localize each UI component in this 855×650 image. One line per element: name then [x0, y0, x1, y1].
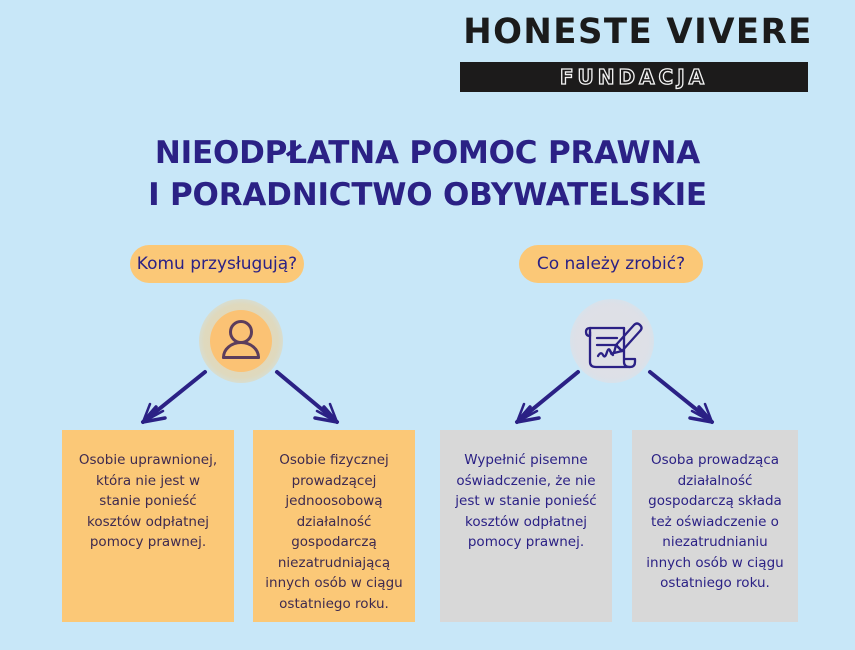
person-icon [210, 310, 272, 372]
logo-subtitle: FUNDACJA [559, 65, 709, 89]
arrow-document-to-box-3 [517, 372, 578, 422]
document-signature-icon [572, 301, 652, 381]
question-pill-eligibility: Komu przysługują? [130, 245, 304, 283]
page-title-line-1: NIEODPŁATNA POMOC PRAWNA [154, 135, 701, 171]
info-box-sole-trader: Osobie fizycznej prowadzącej jednoosobową działalność gospodarczą niezatrudniającą innych osób w ciągu ostatniego roku. [253, 430, 415, 622]
info-box-eligible-person: Osobie uprawnionej, która nie jest w stanie ponieść kosztów odpłatnej pomocy prawnej. [62, 430, 234, 622]
arrow-document-to-box-4 [650, 372, 712, 422]
arrow-person-to-box-2 [277, 372, 337, 422]
question-pill-procedure: Co należy zrobić? [519, 245, 703, 283]
arrow-person-to-box-1 [143, 372, 205, 422]
logo-wordmark: HONESTE VIVERE [463, 12, 813, 52]
info-box-written-declaration: Wypełnić pisemne oświadczenie, że nie jest w stanie ponieść kosztów odpłatnej pomocy prawnej. [440, 430, 612, 622]
page-title [0, 132, 855, 216]
logo-black-bar [460, 62, 808, 92]
page-title-line-2: I PORADNICTWO OBYWATELSKIE [148, 177, 707, 213]
foundation-logo [458, 12, 813, 89]
info-box-no-employees-declaration: Osoba prowadząca działalność gospodarczą składa też oświadczenie o niezatrudnianiu innych osób w ciągu ostatniego roku. [632, 430, 798, 622]
